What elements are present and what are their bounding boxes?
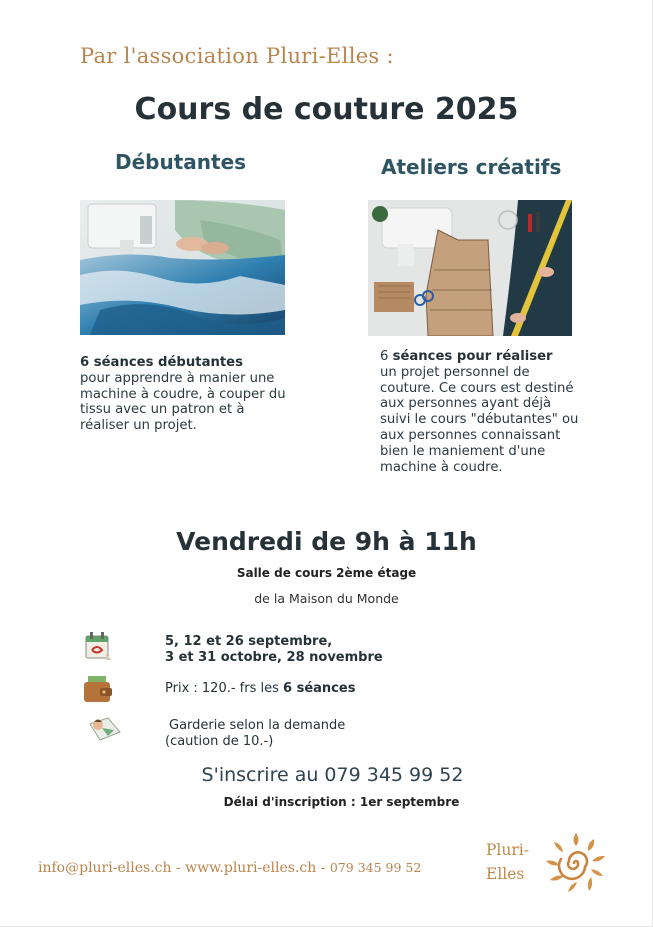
logo-line-2: Elles: [486, 865, 525, 883]
association-intro: Par l'association Pluri-Elles :: [80, 44, 394, 68]
garderie-line-2: (caution de 10.-): [165, 734, 274, 749]
footer-separator: -: [316, 860, 330, 876]
dates-line-1: 5, 12 et 26 septembre,: [165, 634, 333, 649]
beginners-text: pour apprendre à manier une machine à coudre, à couper du tissu avec un patron et à réaliser un projet.: [80, 370, 286, 434]
page-title: Cours de couture 2025: [134, 92, 519, 127]
baby-icon: [86, 714, 122, 742]
footer-separator: -: [171, 860, 186, 876]
creative-pre: 6: [380, 349, 393, 364]
logo-wordmark: [486, 838, 529, 886]
schedule-building: de la Maison du Monde: [254, 591, 399, 606]
sun-spiral-logo-icon: [543, 830, 609, 896]
beginners-description: [80, 355, 295, 434]
creative-lead: séances pour réaliser: [392, 349, 553, 364]
course-price: [165, 681, 355, 697]
registration-deadline: Délai d'inscription : 1er septembre: [223, 795, 460, 809]
footer-website[interactable]: www.pluri-elles.ch: [185, 860, 317, 876]
course-dates: [165, 634, 383, 666]
beginners-lead: 6 séances débutantes: [80, 355, 243, 370]
schedule-room: Salle de cours 2ème étage: [236, 566, 417, 580]
creative-description: [380, 349, 580, 475]
footer-email[interactable]: info@pluri-elles.ch: [38, 860, 172, 876]
childcare-info: [165, 718, 345, 750]
registration-call: S'inscrire au 079 345 99 52: [201, 764, 464, 786]
garderie-line-1: Garderie selon la demande: [169, 718, 346, 733]
footer-contact: [38, 860, 421, 876]
wallet-icon: [82, 674, 114, 704]
price-prefix: Prix : 120.- frs les: [165, 681, 284, 696]
beginners-heading: Débutantes: [115, 150, 247, 174]
schedule-time: Vendredi de 9h à 11h: [176, 527, 477, 556]
sewing-tools-photo: [368, 200, 572, 336]
calendar-icon: [82, 630, 114, 662]
price-sessions: 6 séances: [283, 681, 356, 696]
creative-text: un projet personnel de couture. Ce cours est destiné aux personnes ayant déjà suivi le cours "débutantes" ou aux personnes connaissant bien le maniement d'une machine à coudre.: [380, 364, 579, 475]
creative-workshops-heading: Ateliers créatifs: [381, 155, 562, 179]
sewing-machine-photo: [80, 200, 285, 335]
footer-phone: 079 345 99 52: [329, 860, 422, 875]
logo-line-1: Pluri-: [486, 841, 529, 859]
dates-line-2: 3 et 31 octobre, 28 novembre: [165, 650, 383, 665]
